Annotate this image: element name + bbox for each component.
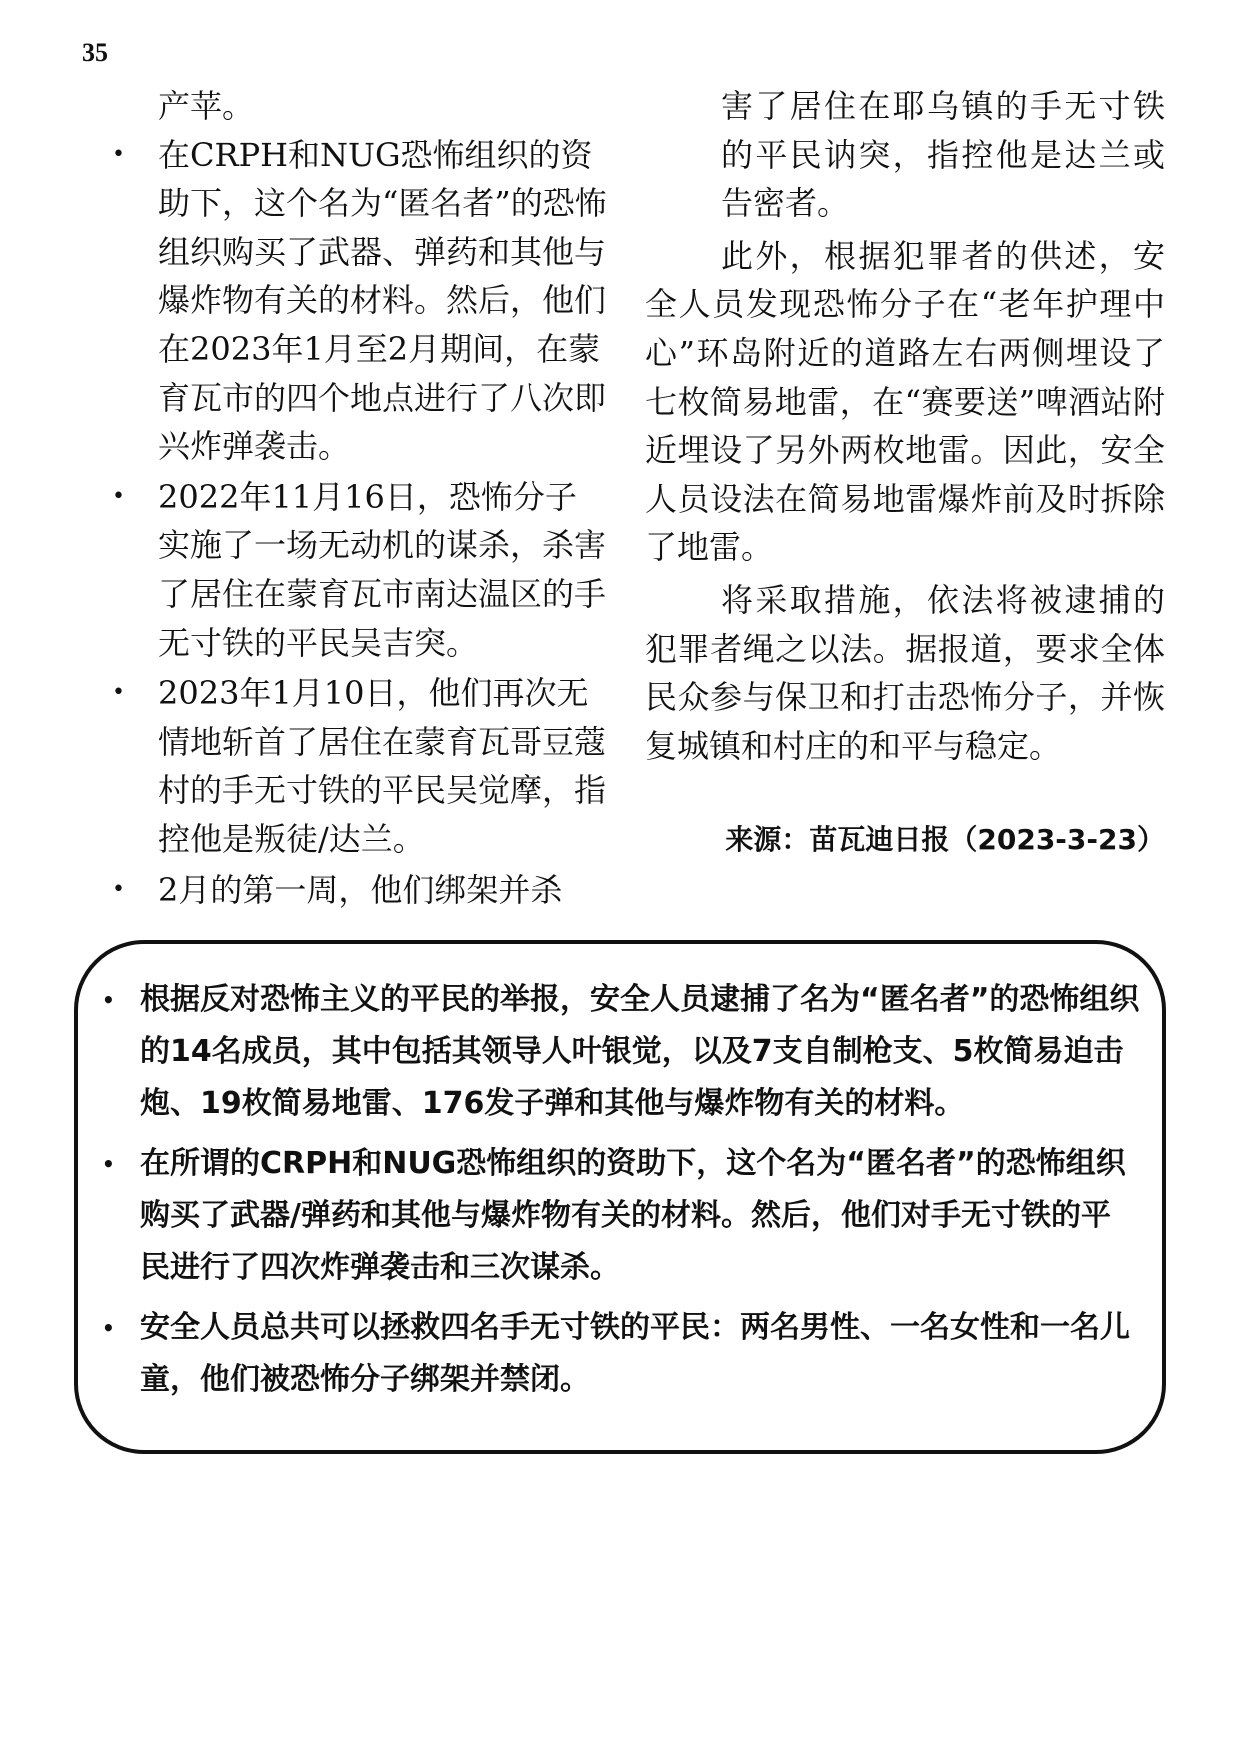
left-column [108,82,608,916]
left-continuation-text: 产苹。 [158,87,255,125]
summary-box [74,940,1166,1454]
body-paragraph: 此外，根据犯罪者的供述，安全人员发现恐怖分子在“老年护理中心”环岛附近的道路左右两侧埋设了七枚简易地雷，在“赛要送”啤酒站附近埋设了另外两枚地雷。因此，安全人员设法在简易地雷爆炸前及时拆除了地雷。 [645,236,1165,567]
page-number: 35 [82,38,108,67]
right-continuation-text: 害了居住在耶乌镇的手无寸铁的平民讷突，指控他是达兰或告密者。 [721,87,1165,223]
left-bullet-item: • 2月的第一周，他们绑架并杀 [108,866,608,915]
left-bullet-item: • 2022年11月16日，恐怖分子实施了一场无动机的谋杀，杀害了居住在蒙育瓦市南达温区的手无寸铁的平民吴吉突。 [108,473,608,667]
source-citation: 来源：苗瓦迪日报（2023-3-23） [725,823,1165,856]
body-paragraph: 将采取措施，依法将被逮捕的犯罪者绳之以法。据报道，要求全体民众参与保卫和打击恐怖分子，并恢复城镇和村庄的和平与稳定。 [645,580,1165,765]
right-column [645,82,1165,774]
summary-bullet-item: • 根据反对恐怖主义的平民的举报，安全人员逮捕了名为“匿名者”的恐怖组织的14名成员，其中包括其领导人叶银觉，以及7支自制枪支、5枚简易迫击炮、19枚简易地雷、176发子弹和其他与爆炸物有关的材料。 [100,974,1140,1130]
summary-bullet-item: • 安全人员总共可以拯救四名手无寸铁的平民：两名男性、一名女性和一名儿童，他们被恐怖分子绑架并禁闭。 [100,1302,1140,1406]
left-bullet-item: • 在CRPH和NUG恐怖组织的资助下，这个名为“匿名者”的恐怖组织购买了武器、弹药和其他与爆炸物有关的材料。然后，他们在2023年1月至2月期间，在蒙育瓦市的四个地点进行了八次即兴炸弹袭击。 [108,131,608,471]
left-bullet-item: • 2023年1月10日，他们再次无情地斩首了居住在蒙育瓦哥豆蔻村的手无寸铁的平民吴觉摩，指控他是叛徒/达兰。 [108,669,608,863]
left-bullet-list [108,131,608,915]
summary-bullet-item: • 在所谓的CRPH和NUG恐怖组织的资助下，这个名为“匿名者”的恐怖组织购买了武器/弹药和其他与爆炸物有关的材料。然后，他们对手无寸铁的平民进行了四次炸弹袭击和三次谋杀。 [100,1138,1140,1294]
summary-bullet-list [100,974,1140,1414]
